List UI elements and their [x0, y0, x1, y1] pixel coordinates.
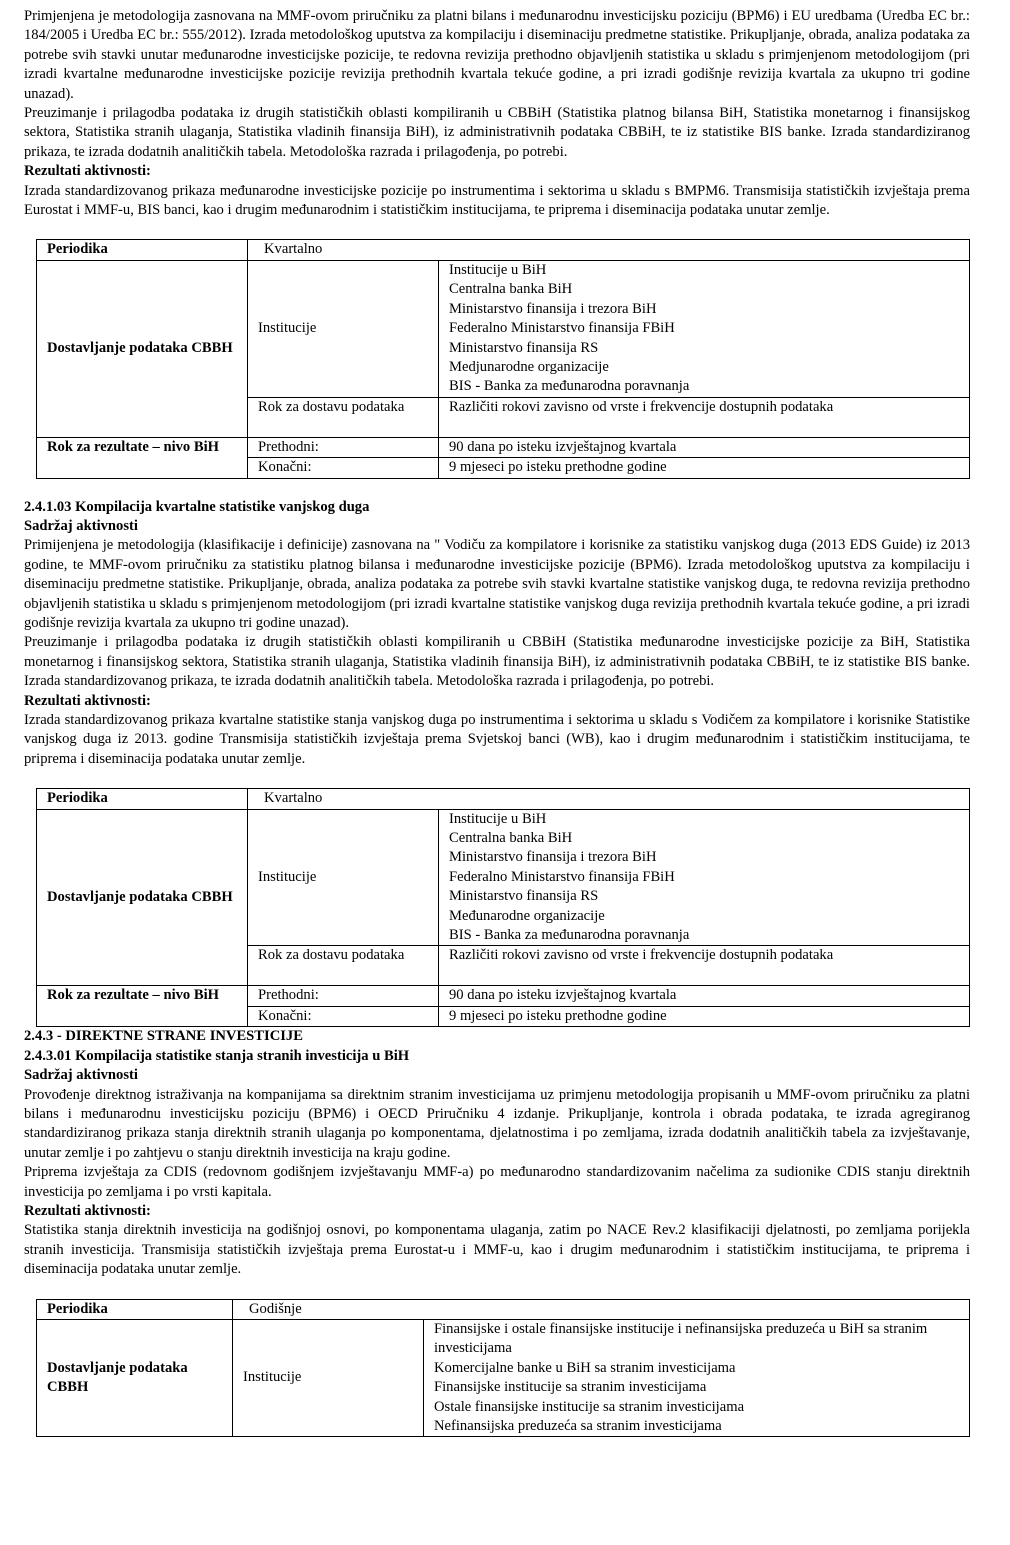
t1-periodika-value: Kvartalno: [248, 240, 970, 260]
t3-institucija-item: Komercijalne banke u BiH sa stranim investicijama: [434, 1359, 736, 1376]
t2-prethodni-label: Prethodni:: [248, 986, 439, 1006]
t2-institucija-item: BIS - Banka za međunarodna poravnanja: [449, 927, 690, 944]
t2-institucija-item: Centralna banka BiH: [449, 830, 573, 847]
s2-results-heading: Rezultati aktivnosti:: [24, 692, 151, 709]
t2-institucije-list: [439, 809, 970, 946]
t1-dostavljanje-label: Dostavljanje podataka CBBH: [37, 260, 248, 437]
t3-institucija-item: Ostale finansijske institucije sa stranim investicijama: [434, 1398, 745, 1415]
t1-prethodni-value: 90 dana po isteku izvještajnog kvartala: [439, 437, 970, 457]
t2-institucija-item: Institucije u BiH: [449, 810, 547, 827]
t2-prethodni-value: 90 dana po isteku izvještajnog kvartala: [439, 986, 970, 1006]
t3-institucije-label: Institucije: [233, 1319, 424, 1436]
t3-dostavljanje-label: Dostavljanje podataka CBBH: [37, 1319, 233, 1436]
t3-periodika-label: Periodika: [37, 1299, 233, 1319]
t2-institucije-label: Institucije: [248, 809, 439, 946]
t3-periodika-value: Godišnje: [233, 1299, 970, 1319]
spacer: [24, 1280, 970, 1299]
t2-dostavljanje-label: Dostavljanje podataka CBBH: [37, 809, 248, 986]
t2-periodika-value: Kvartalno: [248, 789, 970, 809]
s1-paragraph-2: Preuzimanje i prilagodba podataka iz drugih statističkih oblasti kompiliranih u CBBiH (Statistika platnog bilansa BiH, Statistika monetarnog i finansijskog sektora, Statistika stranih ulaganja, Statistika vladinih finansija BiH), iz administrativnih podataka CBBiH, te iz statistike BIS banke. Izrada standardiziranog prikaza, te izrada dodatnih analitičkih tabela. Metodološka razrada i prilagođenja, po potrebi.: [24, 105, 970, 160]
s3-content-heading: Sadržaj aktivnosti: [24, 1067, 138, 1084]
t1-institucija-item: Ministarstvo finansija i trezora BiH: [449, 300, 657, 317]
s1-results-heading: Rezultati aktivnosti:: [24, 163, 151, 180]
t2-konacni-value: 9 mjeseci po isteku prethodne godine: [439, 1006, 970, 1026]
t1-institucije-list: [439, 260, 970, 397]
s1-paragraph-1: Primjenjena je metodologija zasnovana na MMF-ovom priručniku za platni bilans i međunarodnu investicijsku poziciju (BPM6) i EU uredbama (Uredba EC br.: 184/2005 i Uredba EC br.: 555/2012). Izrada metodološkog uputstva za kompilaciju i diseminaciju predmetne statistike. Prikupljanje, obrada, analiza podataka za potrebe svih stavki unutar međunarodne investicijske pozicije, te redovna revizija prethodno objavljenih statistika u skladu s primjenjenom metodologijom (pri izradi kvartalne međunarodne investicijske pozicije revizija prethodnih kvartala tekuće godine, a pri izradi godišnje revizija kvartala za ukupno tri godine unazad).: [24, 8, 970, 102]
table-3: [36, 1299, 970, 1438]
s3-paragraph-1: Provođenje direktnog istraživanja na kompanijama sa direktnim stranim investicijama uz primjenu metodologija propisanih u MMF-ovom priručniku za platni bilans i međunarodnu investicijsku poziciju (BPM6) i OECD Priručniku 4 izdanje. Prikupljanje, kontrola i obrada podataka, te izrada agregiranog standardiziranog prikaza stanja direktnih stranih ulaganja po komponentama, djelatnostima i po zemljama, izrada dodatnih analitičkih tabela za izvještavanje, unutar zemlje i po zahtjevu o stanju direktnih investicija na kraju godine.: [24, 1086, 970, 1161]
t2-rok-dostave-value: Različiti rokovi zavisno od vrste i frekvencije dostupnih podataka: [439, 946, 970, 986]
s3-paragraph-2: Priprema izvještaja za CDIS (redovnom godišnjem izvještavanju MMF-a) po međunarodno standardizovanim načelima za sudionike CDIS stanju direktnih investicija po zemljama i po vrsti kapitala.: [24, 1164, 970, 1200]
t1-institucija-item: Ministarstvo finansija RS: [449, 339, 599, 356]
t1-konacni-value: 9 mjeseci po isteku prethodne godine: [439, 458, 970, 478]
t1-prethodni-label: Prethodni:: [248, 437, 439, 457]
t1-institucija-item: Institucije u BiH: [449, 261, 547, 278]
t1-rok-dostave-value: Različiti rokovi zavisno od vrste i frekvencije dostupnih podataka: [439, 397, 970, 437]
t1-institucija-item: Centralna banka BiH: [449, 281, 573, 298]
s2-paragraph-2: Preuzimanje i prilagodba podataka iz drugih statističkih oblasti kompiliranih u CBBiH (Statistika međunarodne investicijske pozicije za BiH, Statistika monetarnog i finansijskog sektora, Statistika stranih ulaganja, Statistika vladinih finansija BiH), iz administrativnih podataka CBBiH, te iz statistike BIS banke. Izrada standardizovanog prikaza, te izrada dodatnih analitičkih tabela. Metodološka razrada i prilagođenja, po potrebi.: [24, 634, 970, 690]
t1-institucija-item: Medjunarodne organizacije: [449, 358, 609, 375]
spacer: [24, 769, 970, 788]
table-1: [36, 239, 970, 478]
s2-content-heading: Sadržaj aktivnosti: [24, 517, 138, 534]
t1-rok-rezultate-label: Rok za rezultate – nivo BiH: [37, 437, 248, 478]
t1-rok-dostave-label: Rok za dostavu podataka: [248, 397, 439, 437]
t2-institucija-item: Ministarstvo finansija i trezora BiH: [449, 849, 657, 866]
t2-institucija-item: Međunarodne organizacije: [449, 907, 605, 924]
s3-heading-main: 2.4.3 - DIREKTNE STRANE INVESTICIJE: [24, 1028, 303, 1045]
document-page: [24, 7, 970, 1437]
t3-institucija-item: Finansijske i ostale finansijske institucije i nefinansijska preduzeća u BiH sa stranim investicijama: [434, 1320, 928, 1357]
t2-periodika-label: Periodika: [37, 789, 248, 809]
t2-institucija-item: Ministarstvo finansija RS: [449, 888, 599, 905]
s1-paragraph-3: Izrada standardizovanog prikaza međunarodne investicijske pozicije po instrumentima i sektorima u skladu s BMPM6. Transmisija statističkih izvještaja prema Eurostat i MMF-u, BIS banci, kao i drugim međunarodnim i statističkim institucijama, te priprema i diseminacija podataka unutar zemlje.: [24, 182, 970, 219]
t2-konacni-label: Konačni:: [248, 1006, 439, 1026]
t3-institucije-list: [424, 1319, 970, 1436]
t3-institucija-item: Nefinansijska preduzeća sa stranim investicijama: [434, 1418, 722, 1434]
t2-rok-rezultate-label: Rok za rezultate – nivo BiH: [37, 986, 248, 1027]
t1-institucije-label: Institucije: [248, 260, 439, 397]
s3-results-heading: Rezultati aktivnosti:: [24, 1202, 151, 1219]
t1-konacni-label: Konačni:: [248, 458, 439, 478]
t3-institucija-item: Finansijske institucije sa stranim investicijama: [434, 1379, 707, 1396]
s2-paragraph-3: Izrada standardizovanog prikaza kvartalne statistike stanja vanjskog duga po instrumentima i sektorima u skladu s Vodičem za kompilatore i korisnike Statistike vanjskog duga iz 2013. godine Transmisija statističkih izvještaja prema Svjetskoj banci (WB), kao i drugim međunarodnim i statističkim institucijama, te priprema i diseminacija podataka unutar zemlje.: [24, 712, 970, 767]
t1-periodika-label: Periodika: [37, 240, 248, 260]
t1-institucija-item: BIS - Banka za međunarodna poravnanja: [449, 378, 690, 395]
t2-institucija-item: Federalno Ministarstvo finansija FBiH: [449, 868, 675, 885]
s2-heading: 2.4.1.03 Kompilacija kvartalne statistike vanjskog duga: [24, 498, 370, 515]
s2-paragraph-1: Primijenjena je metodologija (klasifikacije i definicije) zasnovana na " Vodiču za kompilatore i korisnike za statistiku vanjskog duga (2013 EDS Guide) iz 2013 godine, te MMF-ovom priručniku za statistiku platnog bilansa i međunarodne investicijske pozicije (BPM6). Izrada metodološkog uputstva za kompilaciju i diseminaciju predmetne statistike. Prikupljanje, obrada, analiza podataka za potrebe svih stavki kvartalne statistike vanjskog duga, te redovna revizija prethodno objavljenih statistika u skladu s primjenjenom metodologijom (pri izradi kvartalne statistike vanjskog duga revizija prethodnih kvartala tekuće godine, a pri izradi godišnje revizija kvartala za ukupno tri godine unazad).: [24, 537, 970, 631]
table-2: [36, 788, 970, 1027]
spacer: [24, 220, 970, 239]
s3-paragraph-3: Statistika stanja direktnih investicija na godišnjoj osnovi, po komponentama ulaganja, zatim po NACE Rev.2 klasifikaciji djelatnosti, po zemljama porijekla stranih investicija. Transmisija statističkih izvještaja prema Eurostat-u i MMF-u, kao i drugim međunarodnim i statističkim institucijama, te priprema i diseminacija podataka unutar zemlje.: [24, 1222, 970, 1278]
t2-rok-dostave-label: Rok za dostavu podataka: [248, 946, 439, 986]
spacer: [24, 479, 970, 498]
t1-institucija-item: Federalno Ministarstvo finansija FBiH: [449, 320, 675, 337]
s3-heading-sub: 2.4.3.01 Kompilacija statistike stanja stranih investicija u BiH: [24, 1047, 410, 1064]
